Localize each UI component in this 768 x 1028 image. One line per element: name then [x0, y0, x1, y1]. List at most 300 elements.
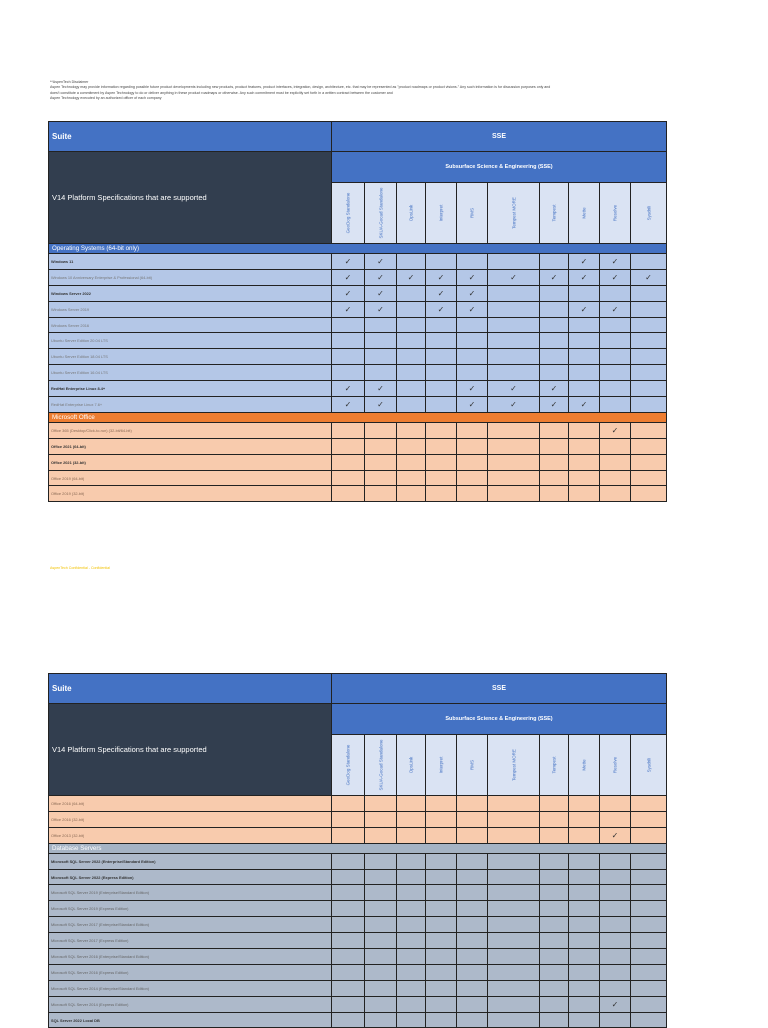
- support-cell: [540, 933, 569, 949]
- support-cell: [365, 470, 397, 486]
- support-cell: [365, 949, 397, 965]
- support-cell: [397, 254, 426, 270]
- support-cell: [600, 996, 631, 1012]
- check-icon: ✓: [580, 399, 588, 409]
- check-icon: ✓: [468, 304, 476, 314]
- support-cell: [426, 811, 457, 827]
- support-cell: [488, 422, 540, 438]
- suite-label: Suite: [49, 674, 332, 704]
- column-header-label: Tempest MORE: [511, 197, 516, 229]
- support-cell: [332, 853, 365, 869]
- support-cell: [397, 365, 426, 381]
- row-label: Ubuntu Server Edition 18.04 LTS: [49, 349, 332, 365]
- row-label: Windows 11: [49, 254, 332, 270]
- column-header-label: OpsLink: [408, 204, 414, 222]
- suite-row: [49, 122, 667, 152]
- table-row: [49, 1012, 667, 1028]
- row-label: Ubuntu Server Edition 20.04 LTS: [49, 333, 332, 349]
- support-cell: [540, 901, 569, 917]
- support-cell: [397, 1012, 426, 1028]
- suite-row: [49, 674, 667, 704]
- row-label: Microsoft SQL Server 2017 (Express Edition): [49, 933, 332, 949]
- support-cell: [631, 349, 667, 365]
- support-cell: [457, 827, 488, 843]
- support-cell: [631, 811, 667, 827]
- column-header: [365, 183, 397, 244]
- column-header: [600, 183, 631, 244]
- support-cell: [569, 454, 600, 470]
- column-header: [488, 183, 540, 244]
- support-cell: [426, 397, 457, 413]
- support-cell: [600, 397, 631, 413]
- support-cell: [426, 996, 457, 1012]
- support-cell: [426, 254, 457, 270]
- support-cell: [457, 285, 488, 301]
- support-cell: [488, 285, 540, 301]
- column-header-label: SKUA-Gocad Standalone: [378, 187, 383, 239]
- support-cell: [426, 317, 457, 333]
- support-cell: [569, 254, 600, 270]
- check-icon: ✓: [437, 304, 445, 314]
- check-icon: ✓: [580, 304, 588, 314]
- support-cell: [426, 964, 457, 980]
- support-cell: [569, 381, 600, 397]
- support-cell: [569, 853, 600, 869]
- check-icon: ✓: [468, 288, 476, 298]
- support-cell: [600, 349, 631, 365]
- row-label: Microsoft SQL Server 2014 (Express Edition): [49, 996, 332, 1012]
- check-icon: ✓: [344, 288, 352, 298]
- support-cell: [426, 349, 457, 365]
- support-cell: [631, 996, 667, 1012]
- column-header: [569, 183, 600, 244]
- column-header-label: OpsLink: [408, 756, 414, 774]
- column-header: [457, 735, 488, 796]
- row-label: Windows Server 2016: [49, 317, 332, 333]
- support-cell: [457, 422, 488, 438]
- support-cell: [457, 349, 488, 365]
- support-cell: [600, 254, 631, 270]
- support-cell: [631, 454, 667, 470]
- support-cell: [457, 317, 488, 333]
- spec-table-1: [48, 121, 667, 502]
- support-cell: [457, 980, 488, 996]
- support-cell: [488, 333, 540, 349]
- support-cell: [488, 317, 540, 333]
- row-label: Microsoft SQL Server 2016 (Enterprise/Standard Edition): [49, 949, 332, 965]
- column-header: [397, 735, 426, 796]
- row-label: Windows 10 Anniversary Enterprise & Professional (64-bit): [49, 269, 332, 285]
- row-label: Microsoft SQL Server 2019 (Express Edition): [49, 901, 332, 917]
- check-icon: ✓: [550, 399, 558, 409]
- support-cell: [457, 853, 488, 869]
- support-cell: [457, 470, 488, 486]
- column-header-label: Tempest: [551, 756, 557, 774]
- row-label: RedHat Enterprise Linux 8.4+: [49, 381, 332, 397]
- column-header: [426, 735, 457, 796]
- row-label: Office 2019 (32-bit): [49, 486, 332, 502]
- column-header: [631, 735, 667, 796]
- table-row: [49, 811, 667, 827]
- support-cell: [426, 933, 457, 949]
- support-cell: [397, 885, 426, 901]
- column-header-label: Resolve: [612, 756, 618, 774]
- support-cell: [365, 397, 397, 413]
- support-cell: [488, 269, 540, 285]
- column-header: [426, 183, 457, 244]
- support-cell: [365, 365, 397, 381]
- suite-value: SSE: [332, 674, 667, 704]
- spec-table-2: [48, 673, 667, 1028]
- support-cell: [631, 917, 667, 933]
- support-cell: [631, 317, 667, 333]
- support-cell: [540, 917, 569, 933]
- support-cell: [397, 996, 426, 1012]
- support-cell: [631, 901, 667, 917]
- support-cell: [426, 438, 457, 454]
- column-header-label: GeoDog Standalone: [345, 744, 351, 786]
- column-header-label: Interpret: [438, 204, 444, 222]
- support-cell: [488, 827, 540, 843]
- support-cell: [332, 349, 365, 365]
- support-cell: [457, 885, 488, 901]
- support-cell: [600, 269, 631, 285]
- support-cell: [457, 811, 488, 827]
- support-cell: [569, 285, 600, 301]
- section-header: [49, 843, 667, 853]
- support-cell: [600, 811, 631, 827]
- support-cell: [600, 949, 631, 965]
- support-cell: [600, 422, 631, 438]
- support-cell: [365, 917, 397, 933]
- table-row: [49, 317, 667, 333]
- support-cell: [457, 397, 488, 413]
- support-cell: [426, 901, 457, 917]
- support-cell: [600, 438, 631, 454]
- column-header-label: SKUA-Gocad Standalone: [378, 739, 383, 791]
- support-cell: [457, 933, 488, 949]
- table-row: [49, 397, 667, 413]
- support-cell: [631, 964, 667, 980]
- support-cell: [569, 333, 600, 349]
- check-icon: ✓: [550, 384, 558, 394]
- suite-label: Suite: [49, 122, 332, 152]
- support-cell: [332, 811, 365, 827]
- support-cell: [569, 796, 600, 812]
- support-cell: [426, 853, 457, 869]
- check-icon: ✓: [645, 272, 652, 282]
- support-cell: [397, 486, 426, 502]
- disclaimer-line: Aspen Technology may provide information regarding possible future product developments including new products, product features, product interfaces, integration, design, architecture, etc. that may be represented as "product roadmaps or product visions." Any such information is for discussion purposes only and: [50, 85, 551, 90]
- support-cell: [397, 454, 426, 470]
- check-icon: ✓: [377, 304, 384, 314]
- check-icon: ✓: [611, 425, 619, 435]
- section-title: Operating Systems (64-bit only): [49, 244, 667, 254]
- support-cell: [397, 333, 426, 349]
- support-cell: [569, 397, 600, 413]
- section-title: Database Servers: [49, 843, 667, 853]
- row-label: Ubuntu Server Edition 16.04 LTS: [49, 365, 332, 381]
- support-cell: [365, 486, 397, 502]
- suite-value: SSE: [332, 122, 667, 152]
- support-cell: [365, 438, 397, 454]
- check-icon: ✓: [611, 256, 619, 266]
- support-cell: [426, 470, 457, 486]
- support-cell: [631, 486, 667, 502]
- support-cell: [365, 980, 397, 996]
- support-cell: [540, 949, 569, 965]
- support-cell: [569, 885, 600, 901]
- support-cell: [397, 980, 426, 996]
- support-cell: [540, 811, 569, 827]
- column-header: [600, 735, 631, 796]
- row-label: Windows Server 2019: [49, 301, 332, 317]
- support-cell: [488, 933, 540, 949]
- table-row: [49, 269, 667, 285]
- support-cell: [600, 980, 631, 996]
- support-cell: [426, 381, 457, 397]
- support-cell: [600, 285, 631, 301]
- support-cell: [457, 333, 488, 349]
- support-cell: [397, 285, 426, 301]
- confidential-note: AspenTech Confidential - Confidential: [50, 566, 110, 570]
- support-cell: [332, 381, 365, 397]
- support-cell: [600, 454, 631, 470]
- support-cell: [540, 365, 569, 381]
- row-label: Office 2016 (32-bit): [49, 811, 332, 827]
- check-icon: ✓: [510, 384, 517, 394]
- section-header: [49, 412, 667, 422]
- support-cell: [365, 254, 397, 270]
- table-row: [49, 422, 667, 438]
- support-cell: [540, 397, 569, 413]
- support-cell: [540, 996, 569, 1012]
- support-cell: [332, 333, 365, 349]
- table-row: [49, 301, 667, 317]
- column-header: [488, 735, 540, 796]
- column-header: [332, 183, 365, 244]
- support-cell: [426, 486, 457, 502]
- support-cell: [397, 853, 426, 869]
- support-cell: [600, 486, 631, 502]
- check-icon: ✓: [550, 272, 558, 282]
- disclaimer-text: [50, 80, 670, 102]
- support-cell: [631, 933, 667, 949]
- support-cell: [540, 796, 569, 812]
- support-cell: [426, 301, 457, 317]
- check-icon: ✓: [377, 256, 384, 266]
- check-icon: ✓: [510, 399, 517, 409]
- check-icon: ✓: [468, 272, 476, 282]
- support-cell: [457, 917, 488, 933]
- support-cell: [631, 853, 667, 869]
- support-cell: [397, 933, 426, 949]
- row-label: Office 2013 (32-bit): [49, 827, 332, 843]
- support-cell: [488, 796, 540, 812]
- support-cell: [631, 422, 667, 438]
- support-cell: [365, 1012, 397, 1028]
- support-cell: [365, 901, 397, 917]
- support-cell: [457, 1012, 488, 1028]
- support-cell: [332, 901, 365, 917]
- table-row: [49, 964, 667, 980]
- support-cell: [332, 917, 365, 933]
- support-cell: [631, 301, 667, 317]
- support-cell: [488, 397, 540, 413]
- support-cell: [332, 796, 365, 812]
- support-cell: [365, 885, 397, 901]
- column-header: [332, 735, 365, 796]
- support-cell: [332, 269, 365, 285]
- support-cell: [540, 885, 569, 901]
- check-icon: ✓: [611, 272, 619, 282]
- check-icon: ✓: [377, 399, 384, 409]
- support-cell: [332, 486, 365, 502]
- support-cell: [600, 964, 631, 980]
- support-cell: [332, 317, 365, 333]
- table-row: [49, 885, 667, 901]
- spec-title: V14 Platform Specifications that are supported: [49, 704, 332, 796]
- support-cell: [631, 254, 667, 270]
- support-cell: [457, 996, 488, 1012]
- table-row: [49, 980, 667, 996]
- support-cell: [426, 869, 457, 885]
- support-cell: [631, 1012, 667, 1028]
- check-icon: ✓: [611, 830, 619, 840]
- support-cell: [397, 827, 426, 843]
- support-cell: [397, 917, 426, 933]
- check-icon: ✓: [437, 288, 445, 298]
- support-cell: [488, 1012, 540, 1028]
- support-cell: [600, 933, 631, 949]
- support-cell: [332, 422, 365, 438]
- support-cell: [488, 996, 540, 1012]
- check-icon: ✓: [344, 384, 352, 394]
- support-cell: [397, 301, 426, 317]
- support-cell: [569, 811, 600, 827]
- column-header-label: Mette: [581, 207, 587, 219]
- support-cell: [365, 301, 397, 317]
- support-cell: [600, 1012, 631, 1028]
- support-cell: [365, 381, 397, 397]
- section-title: Microsoft Office: [49, 412, 667, 422]
- suite-subtitle: Subsurface Science & Engineering (SSE): [332, 704, 667, 735]
- support-cell: [569, 949, 600, 965]
- spec-header-row: [49, 704, 667, 735]
- support-cell: [540, 980, 569, 996]
- support-cell: [457, 486, 488, 502]
- support-cell: [569, 438, 600, 454]
- support-cell: [488, 349, 540, 365]
- support-cell: [397, 964, 426, 980]
- support-cell: [332, 470, 365, 486]
- support-cell: [457, 964, 488, 980]
- table-row: [49, 869, 667, 885]
- support-cell: [365, 422, 397, 438]
- column-header-label: Tempest MORE: [511, 749, 516, 781]
- table-row: [49, 796, 667, 812]
- support-cell: [488, 949, 540, 965]
- support-cell: [488, 365, 540, 381]
- support-cell: [488, 301, 540, 317]
- support-cell: [365, 333, 397, 349]
- support-cell: [332, 933, 365, 949]
- row-label: Office 2019 (64-bit): [49, 470, 332, 486]
- support-cell: [488, 486, 540, 502]
- row-label: SQL Server 2022 Local DB: [49, 1012, 332, 1028]
- support-cell: [631, 885, 667, 901]
- disclaimer-line: does't constitute a commitment by Aspen Technology to do or deliver anything in these product roadmaps or otherwise. Any such commitment must be explicitly set forth in a written contract between the customer and: [50, 90, 393, 95]
- support-cell: [569, 1012, 600, 1028]
- column-header: [631, 183, 667, 244]
- table-row: [49, 438, 667, 454]
- support-cell: [332, 885, 365, 901]
- check-icon: ✓: [611, 999, 619, 1009]
- support-cell: [600, 901, 631, 917]
- table-row: [49, 901, 667, 917]
- support-cell: [569, 917, 600, 933]
- check-icon: ✓: [468, 399, 476, 409]
- table-row: [49, 853, 667, 869]
- spec-header-row: [49, 152, 667, 183]
- row-label: Windows Server 2022: [49, 285, 332, 301]
- support-cell: [332, 869, 365, 885]
- support-cell: [631, 365, 667, 381]
- support-cell: [397, 422, 426, 438]
- support-cell: [365, 454, 397, 470]
- support-cell: [488, 964, 540, 980]
- check-icon: ✓: [407, 272, 415, 282]
- table-row: [49, 933, 667, 949]
- support-cell: [631, 269, 667, 285]
- support-cell: [569, 349, 600, 365]
- support-cell: [332, 1012, 365, 1028]
- support-cell: [569, 365, 600, 381]
- table-row: [49, 996, 667, 1012]
- support-cell: [488, 980, 540, 996]
- support-cell: [332, 949, 365, 965]
- support-cell: [426, 917, 457, 933]
- column-header-label: SysdrilI: [646, 757, 651, 773]
- disclaimer-line: **AspenTech Disclaimer: [50, 80, 89, 84]
- column-header: [397, 183, 426, 244]
- support-cell: [365, 317, 397, 333]
- support-cell: [631, 381, 667, 397]
- support-cell: [569, 933, 600, 949]
- row-label: Microsoft SQL Server 2017 (Enterprise/Standard Edition): [49, 917, 332, 933]
- check-icon: ✓: [377, 272, 384, 282]
- support-cell: [457, 254, 488, 270]
- support-cell: [631, 949, 667, 965]
- support-cell: [600, 333, 631, 349]
- support-cell: [457, 901, 488, 917]
- support-cell: [569, 980, 600, 996]
- check-icon: ✓: [437, 272, 445, 282]
- support-cell: [600, 381, 631, 397]
- support-cell: [631, 333, 667, 349]
- support-cell: [569, 486, 600, 502]
- check-icon: ✓: [344, 272, 352, 282]
- support-cell: [631, 397, 667, 413]
- support-cell: [365, 827, 397, 843]
- support-cell: [426, 422, 457, 438]
- check-icon: ✓: [344, 399, 352, 409]
- support-cell: [569, 269, 600, 285]
- column-header: [540, 183, 569, 244]
- support-cell: [631, 470, 667, 486]
- support-cell: [332, 301, 365, 317]
- support-cell: [540, 381, 569, 397]
